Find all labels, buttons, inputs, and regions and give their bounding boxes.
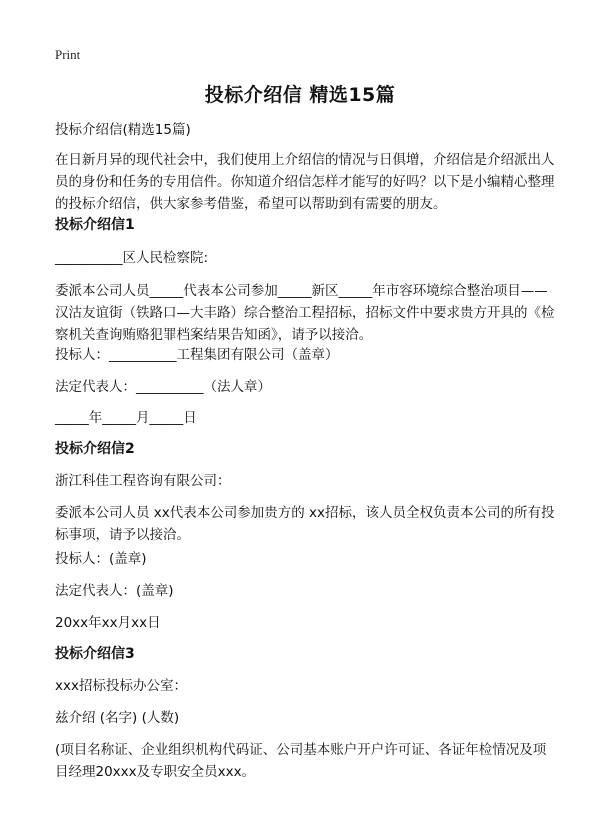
letter1-heading: 投标介绍信1 [55, 217, 135, 233]
document-subtitle: 投标介绍信(精选15篇) [55, 122, 191, 138]
letter3-body: (项目名称证、企业组织机构代码证、公司基本账户开户许可证、各证年检情况及项目经理20xxx及专职安全员xxx。 [55, 742, 547, 780]
letter1-bidder: 投标人：__________工程集团有限公司（盖章） [55, 347, 339, 363]
letter3-addressee: xxx招标投标办公室： [55, 678, 187, 694]
letter1-addressee: __________区人民检察院: [55, 250, 209, 266]
letter2-legal-rep: 法定代表人：(盖章) [55, 583, 174, 599]
letter2-bidder: 投标人：(盖章) [55, 551, 147, 567]
letter3-heading: 投标介绍信3 [55, 646, 135, 662]
letter2-body: 委派本公司人员 xx代表本公司参加贵方的 xx招标，该人员全权负责本公司的所有投标事项，请予以接洽。 [55, 505, 555, 543]
print-label: Print [55, 47, 81, 62]
letter2-heading: 投标介绍信2 [55, 441, 135, 457]
letter1-legal-rep: 法定代表人：__________（法人章） [55, 379, 271, 395]
page-title: 投标介绍信 精选15篇 [204, 84, 396, 106]
letter1-body: 委派本公司人员_____代表本公司参加_____新区_____年市容环境综合整治项目——汉沽友谊街（铁路口—大丰路）综合整治工程招标，招标文件中要求贵方开具的《检察机关查询贿赂犯罪档案结果告知函》，请予以接洽。 [55, 283, 555, 343]
intro-paragraph: 在日新月异的现代社会中，我们使用上介绍信的情况与日俱增，介绍信是介绍派出人员的身份和任务的专用信件。你知道介绍信怎样才能写的好吗？以下是小编精心整理的投标介绍信，供大家参考借鉴，希望可以帮助到有需要的朋友。 [55, 152, 555, 212]
letter3-intro-line: 兹介绍 (名字) (人数) [55, 710, 180, 726]
letter2-addressee: 浙江科佳工程咨询有限公司： [55, 473, 231, 489]
letter2-date: 20xx年xx月xx日 [55, 615, 161, 631]
letter1-date: _____年_____月_____日 [55, 410, 197, 426]
